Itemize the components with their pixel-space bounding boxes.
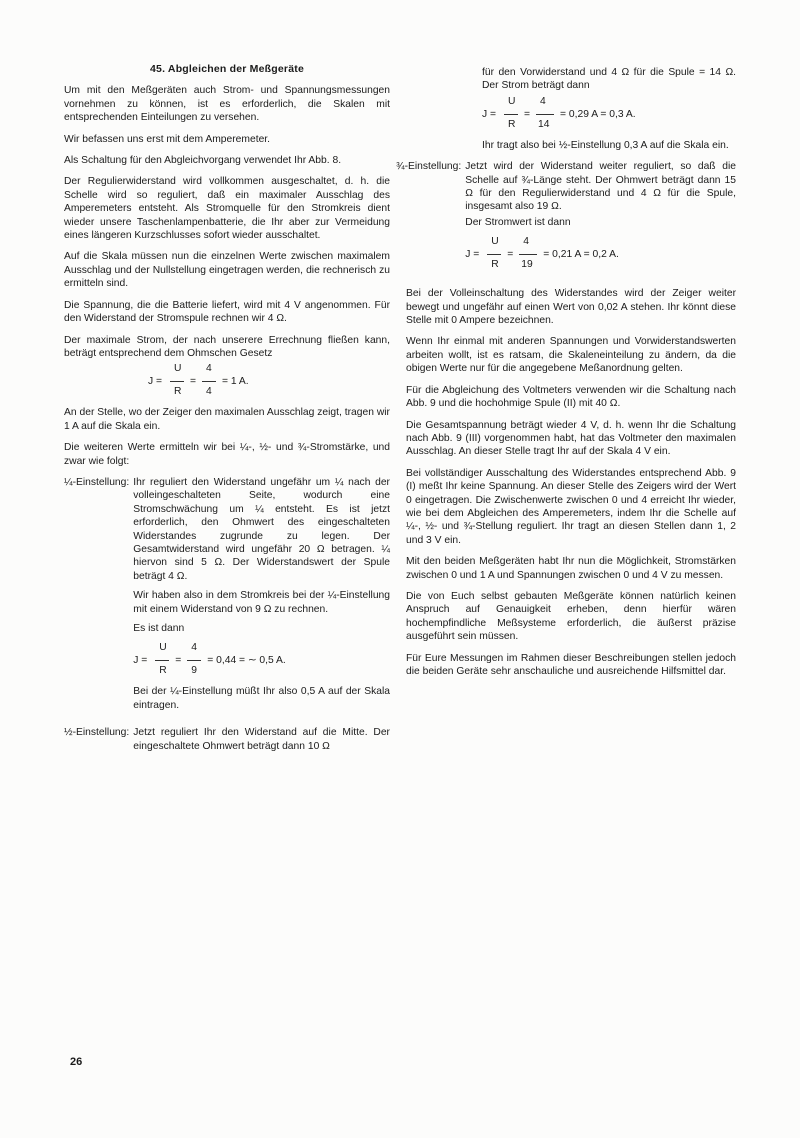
paragraph: Für Eure Messungen im Rahmen dieser Beschreibungen stellen jedoch die beiden Geräte sehr anschauliche und ausreichende Hilfsmittel dar.: [406, 652, 736, 677]
paragraph: Die Gesamtspannung beträgt wieder 4 V, d. h. wenn Ihr die Schaltung nach Abb. 9 (III) vorgenommen habt, hat das Voltmeter den maximalen Ausschlag. An dieser Stelle tragt Ihr auf der Skala 4 V ein.: [406, 419, 736, 458]
formula-equals: =: [507, 249, 514, 261]
fraction-line: [504, 114, 518, 115]
paragraph: Wir befassen uns erst mit dem Amperemeter.: [64, 133, 271, 145]
formula-denominator: R: [159, 665, 167, 677]
setting-body: [129, 726, 390, 759]
formula-numerator: U: [159, 642, 167, 654]
paragraph: Der Stromwert ist dann: [465, 216, 571, 228]
paragraph: Jetzt reguliert Ihr den Widerstand auf die Mitte. Der eingeschaltete Ohmwert beträgt dann 10 Ω: [133, 727, 390, 752]
formula-denominator: R: [508, 118, 516, 130]
fraction-line: [487, 254, 501, 255]
quarter-formula: [133, 641, 390, 681]
setting-label: ¾-Einstellung:: [396, 161, 462, 173]
paragraph: Die von Euch selbst gebauten Meßgeräte können natürlich keinen Anspruch auf Genauigkeit erheben, denn hierfür wären hochempfindliche Meßsysteme erforderlich, die äußerst präzise ausgeführt sein müssen.: [406, 590, 736, 643]
paragraph: Ihr tragt also bei ½-Einstellung 0,3 A auf die Skala ein.: [482, 139, 729, 151]
paragraph: Jetzt wird der Widerstand weiter reguliert, so daß die Schelle auf ¾-Länge steht. Der Ohmwert beträgt dann 15 Ω für den Regulierwiderstand und 4 Ω für die Spule, insgesamt also 19 Ω.: [465, 161, 736, 213]
formula-numerator: 4: [523, 236, 529, 248]
fraction-line: [536, 114, 554, 115]
paragraph: Der maximale Strom, der nach unserere Errechnung fließen kann, beträgt entsprechend dem Ohmschen Gesetz: [64, 334, 390, 359]
ohms-law-formula: [148, 362, 390, 402]
paragraph: Mit den beiden Meßgeräten habt Ihr nun die Möglichkeit, Stromstärken zwischen 0 und 1 A und Spannungen zwischen 0 und 4 V zu messen.: [406, 556, 736, 581]
formula-denominator: R: [491, 259, 499, 271]
fraction-line: [202, 381, 216, 382]
paragraph: Es ist dann: [133, 623, 185, 634]
three-quarter-setting: [396, 160, 736, 279]
paragraph: Bei der ¼-Einstellung müßt Ihr also 0,5 A auf der Skala eintragen.: [133, 686, 390, 711]
formula-denominator: 9: [191, 665, 197, 677]
formula-denominator: 4: [206, 386, 212, 398]
formula-lhs: J =: [148, 376, 163, 388]
formula-lhs: J =: [482, 108, 497, 120]
half-setting-continued: [406, 66, 736, 152]
fraction-line: [187, 660, 201, 661]
right-column: [396, 66, 736, 686]
formula-numerator: 4: [206, 363, 212, 375]
paragraph: Bei der Volleinschaltung des Widerstandes wird der Zeiger weiter bewegt und ungefähr auf einen Wert von 0,02 A stehen. Ihr könnt diese Stelle mit 0 Ampere bezeichnen.: [406, 288, 736, 327]
left-column: [64, 63, 390, 767]
paragraph: Wenn Ihr einmal mit anderen Spannungen und Vorwiderstandswerten arbeiten wollt, ist es ratsam, die Skaleneinteilung zu ändern, da die obigen Werte nur für die angegebene Meßanordnung gelten.: [406, 336, 736, 375]
formula-denominator: 19: [521, 259, 533, 271]
paragraph: Auf die Skala müssen nun die einzelnen Werte zwischen maximalem Ausschlag und der Nullstellung eingetragen werden, die rechnerisch zu ermitteln sind.: [64, 251, 390, 290]
setting-label: ¼-Einstellung:: [64, 476, 130, 488]
formula-numerator: U: [174, 363, 182, 375]
paragraph: Als Schaltung für den Abgleichvorgang verwendet Ihr Abb. 8.: [64, 155, 342, 167]
paragraph: Ihr reguliert den Widerstand ungefähr um ¼ nach der volleingeschalteten Seite, wodurch eine Stromschwächung um ¼ entsteht. Es ist jetzt erforderlich, den Ohmwert des eingeschalteten Widerstandes zugrunde zu legen. Der Gesamtwiderstand wird ungefähr 20 Ω betragen. ¼ hiervon sind 5 Ω. Der Widerstandswert der Spule beträgt 4 Ω.: [133, 476, 390, 582]
formula-numerator: U: [508, 95, 516, 107]
half-formula: [482, 95, 736, 135]
formula-denominator: 14: [538, 118, 550, 130]
paragraph: Die Spannung, die die Batterie liefert, wird mit 4 V angenommen. Für den Widerstand der Stromspule rechnen wir 4 Ω.: [64, 299, 390, 325]
page-number: 26: [70, 1056, 83, 1068]
paragraph: Bei vollständiger Ausschaltung des Widerstandes entsprechend Abb. 9 (I) meßt Ihr keine Spannung. An dieser Stelle des Zeigers wird der Wert 0 eingetragen. Die Zwischenwerte zwischen 0 und 4 erreicht Ihr wieder, wie bei dem Abgleichen des Amperemeters, indem Ihr die Schelle auf ¼-, ½- und ¾-Stellung reguliert. Ihr tragt an diesen Stellen dann 1, 2 und 3 V ein.: [406, 467, 736, 546]
formula-numerator: U: [491, 236, 499, 248]
section-title: 45. Abgleichen der Meßgeräte: [149, 63, 304, 75]
paragraph: Für die Abgleichung des Voltmeters verwenden wir die Schaltung nach Abb. 9 und die hochohmige Spule (II) mit 40 Ω.: [406, 384, 736, 410]
formula-numerator: 4: [191, 642, 197, 654]
half-setting: [64, 726, 390, 759]
fraction-line: [155, 660, 169, 661]
fraction-line: [170, 381, 184, 382]
formula-lhs: J =: [465, 249, 480, 261]
paragraph: Die weiteren Werte ermitteln wir bei ¼-, ½- und ¾-Stromstärke, und zwar wie folgt:: [64, 442, 390, 467]
formula-numerator: 4: [540, 95, 546, 107]
fraction-line: [519, 254, 537, 255]
paragraph: Um mit den Meßgeräten auch Strom- und Spannungsmessungen vornehmen zu können, ist es erforderlich, die Skalen mit entsprechenden Einteilungen zu versehen.: [64, 85, 390, 124]
paragraph: Wir haben also in dem Stromkreis bei der ¼-Einstellung mit einem Widerstand von 9 Ω zu rechnen.: [133, 590, 390, 615]
paragraph: Der Regulierwiderstand wird vollkommen ausgeschaltet, d. h. die Schelle wird so reguliert, daß ein maximaler Ausschlag des Amperemeters entsteht. Als Stromquelle für den Stromkreis dient wieder unsere Taschenlampenbatterie, die Ihr aber zur Vermeidung eines längeren Kurzschlusses sofort wieder ausschaltet.: [64, 176, 390, 242]
paragraph: An der Stelle, wo der Zeiger den maximalen Ausschlag zeigt, tragen wir 1 A auf die Skala ein.: [64, 407, 390, 432]
formula-lhs: J =: [133, 655, 148, 667]
formula-equals: =: [524, 108, 531, 120]
paragraph: für den Vorwiderstand und 4 Ω für die Spule = 14 Ω. Der Strom beträgt dann: [482, 67, 736, 92]
quarter-setting: [64, 476, 390, 718]
formula-result: = 0,44 = ∼ 0,5 A.: [207, 655, 286, 667]
formula-equals: =: [175, 655, 182, 667]
setting-body: [129, 476, 390, 718]
setting-label: ½-Einstellung:: [64, 727, 130, 739]
formula-result: = 1 A.: [222, 376, 249, 388]
formula-result: = 0,21 A = 0,2 A.: [543, 249, 619, 261]
setting-body: [461, 160, 736, 279]
formula-equals: =: [190, 376, 197, 388]
three-quarter-formula: [465, 235, 736, 275]
formula-result: = 0,29 A = 0,3 A.: [560, 108, 636, 120]
formula-denominator: R: [174, 386, 182, 398]
